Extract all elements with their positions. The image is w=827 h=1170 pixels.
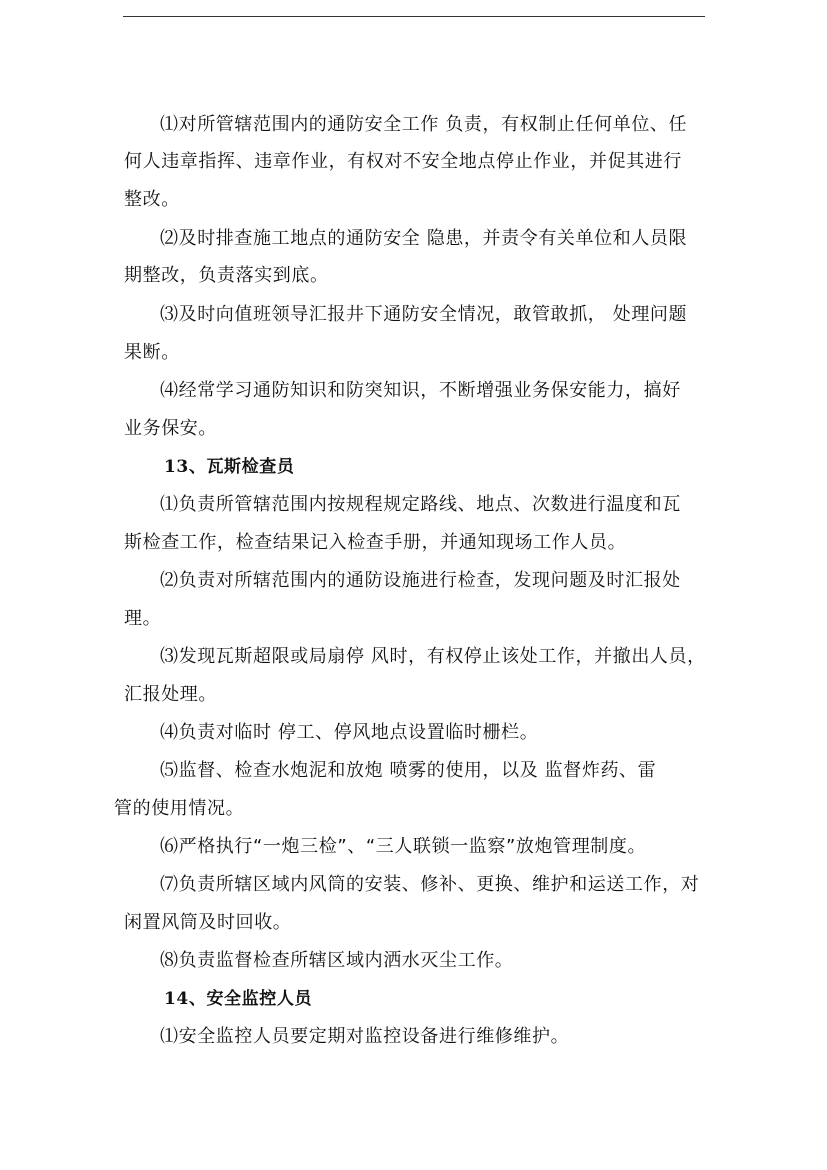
paragraph-line: ⑷负责对临时 停工、停风地点设置临时栅栏。 xyxy=(160,722,539,743)
paragraph-line: ⑺负责所辖区域内风筒的安装、修补、更换、维护和运送工作，对 xyxy=(160,874,700,895)
paragraph-line: ⑷经常学习通防知识和防突知识，不断增强业务保安能力，搞好 xyxy=(160,380,681,401)
paragraph-line: 管的使用情况。 xyxy=(114,798,245,819)
paragraph-line: ⑹严格执行“一炮三检”、“三人联锁一监察”放炮管理制度。 xyxy=(160,836,647,857)
paragraph-line: ⑵负责对所辖范围内的通防设施进行检查，发现问题及时汇报处 xyxy=(160,570,681,591)
paragraph-line: 业务保安。 xyxy=(124,418,217,439)
paragraph-line: ⑻负责监督检查所辖区域内洒水灭尘工作。 xyxy=(160,950,514,971)
paragraph-line: ⑴对所管辖范围内的通防安全工作 负责，有权制止任何单位、任 xyxy=(160,114,688,135)
paragraph-line: 整改。 xyxy=(124,189,180,210)
paragraph-line: 何人违章指挥、违章作业，有权对不安全地点停止作业，并促其进行 xyxy=(124,151,682,172)
paragraph-line: ⑵及时排查施工地点的通防安全 隐患，并责令有关单位和人员限 xyxy=(160,228,688,249)
paragraph-line: 果断。 xyxy=(124,342,180,363)
paragraph-line: 斯检查工作，检查结果记入检查手册，并通知现场工作人员。 xyxy=(124,532,627,553)
paragraph-line: ⑶及时向值班领导汇报井下通防安全情况，敢管敢抓， 处理问题 xyxy=(160,304,688,325)
header-rule xyxy=(123,16,705,17)
paragraph-line: ⑸监督、检查水炮泥和放炮 喷雾的使用，以及 监督炸药、雷 xyxy=(160,760,657,781)
paragraph-line: 期整改，负责落实到底。 xyxy=(124,265,329,286)
paragraph-line: 闲置风筒及时回收。 xyxy=(124,912,292,933)
paragraph-line: 理。 xyxy=(124,608,162,629)
section-heading: 13、瓦斯检查员 xyxy=(164,457,295,477)
paragraph-line: ⑴安全监控人员要定期对监控设备进行维修维护。 xyxy=(160,1026,570,1047)
paragraph-line: ⑴负责所管辖范围内按规程规定路线、地点、次数进行温度和瓦 xyxy=(160,494,681,515)
paragraph-line: 汇报处理。 xyxy=(124,684,217,705)
section-heading: 14、安全监控人员 xyxy=(164,989,313,1009)
paragraph-line: ⑶发现瓦斯超限或局扇停 风时，有权停止该处工作，并撤出人员， xyxy=(160,646,706,667)
